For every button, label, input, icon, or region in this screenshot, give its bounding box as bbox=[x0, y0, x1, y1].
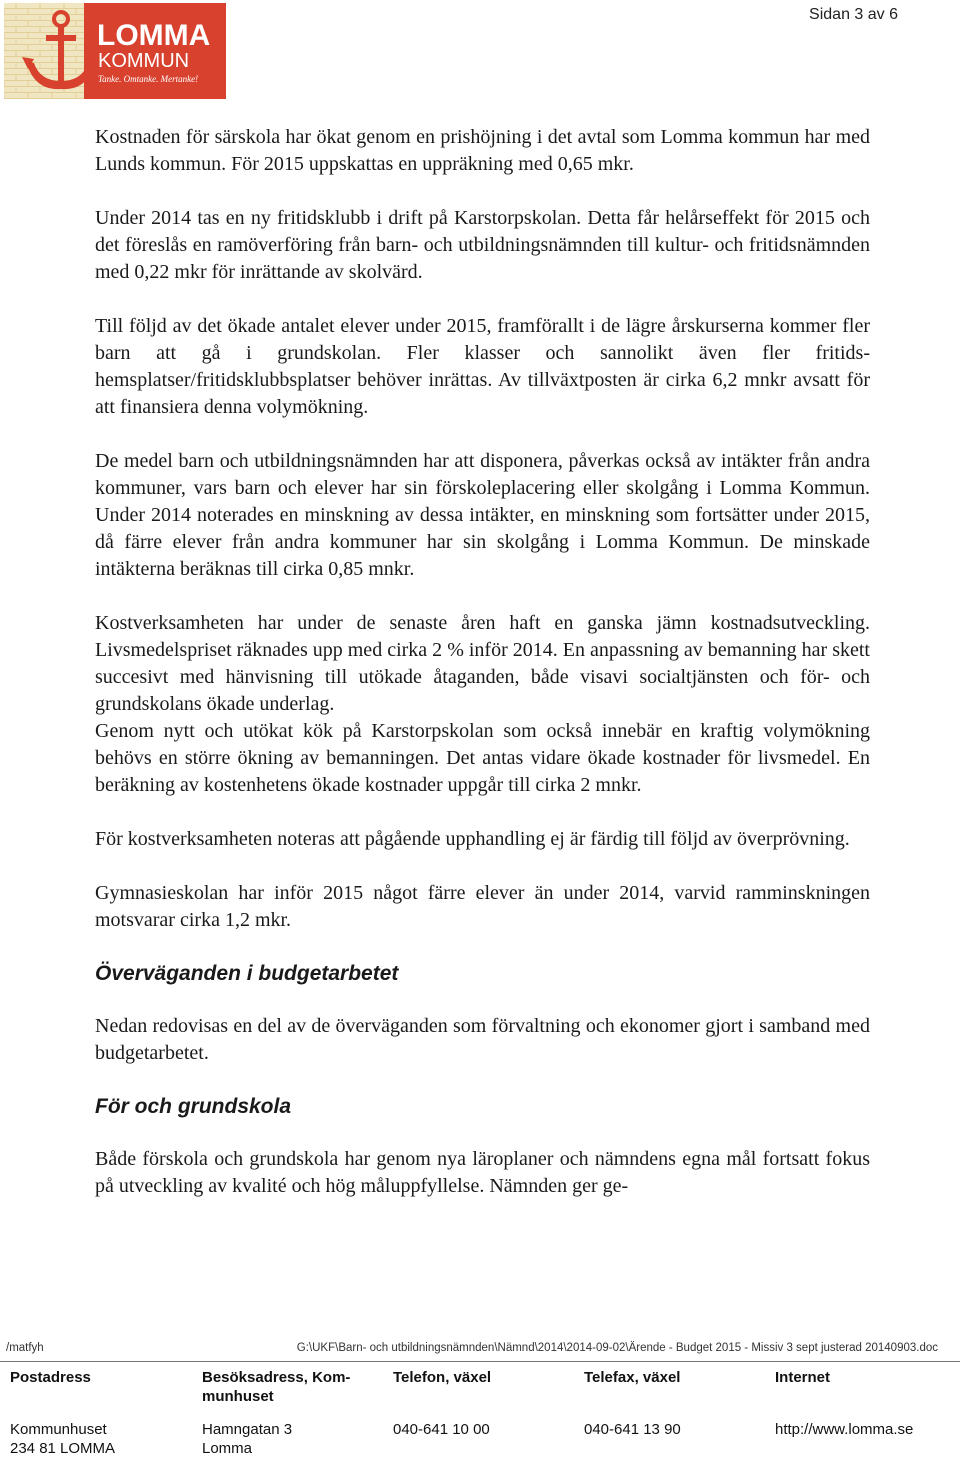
lomma-kommun-logo bbox=[4, 3, 226, 99]
besoksadress-label-1: Besöksadress, Kom- bbox=[202, 1369, 351, 1386]
logo-name-text: LOMMA bbox=[97, 19, 211, 52]
footer-internet bbox=[775, 1368, 914, 1438]
internet-link[interactable]: http://www.lomma.se bbox=[775, 1421, 914, 1438]
paragraph: Nedan redovisas en del av de överväganden som förvaltning och ekonomer gjort i samband med budgetarbetet. bbox=[95, 1015, 870, 1064]
postadress-line1: Kommunhuset bbox=[10, 1421, 107, 1438]
paragraph: Under 2014 tas en ny fritidsklubb i drift på Karstorpskolan. Detta får helårseffekt för 2015 och det föreslås en ramöverföring från barn- och utbildningsnämnden till kultur- och fritidsnämnden med 0,22 mkr för inrättande av skolvärd. bbox=[95, 207, 870, 283]
postadress-label: Postadress bbox=[10, 1369, 91, 1386]
logo-sub-text: KOMMUN bbox=[98, 50, 190, 72]
postadress-value bbox=[10, 1420, 115, 1458]
footer-path-text: G:\UKF\Barn- och utbildningsnämnden\Nämnd\2014\2014-09-02\Ärende - Budget 2015 - Missiv 3 sept justerad 20140903.doc bbox=[296, 1342, 938, 1354]
page-number: Sidan 3 av 6 bbox=[809, 6, 898, 23]
logo-tagline-text: Tanke. Omtanke. Mertanke! bbox=[98, 74, 199, 84]
paragraph: Kostverksamheten har under de senaste åren haft en ganska jämn kostnadsutveckling. Livsmedelspriset räknades upp med cirka 2 % inför 2014. En anpassning av bemanning har skett succesivt med hänvisning till utökade åtaganden, både visavi socialtjänsten och för- och grundskolans ökade underlag. bbox=[95, 612, 870, 715]
paragraph: Till följd av det ökade antalet elever under 2015, framförallt i de lägre årskurserna kommer fler barn att gå i grundskolan. Fler klasser och sannolikt även fler fritidshemsplatser/fritidsklubbsplatser behöver inrättas. Av tillväxtposten är cirka 6,2 mnkr avsatt för att finansiera denna volymökning. bbox=[95, 315, 870, 418]
paragraph: För kostverksamheten noteras att pågående upphandling ej är färdig till följd av överprövning. bbox=[95, 828, 850, 850]
footer-telefax bbox=[584, 1368, 681, 1438]
section-heading: Överväganden i budgetarbetet bbox=[95, 962, 399, 985]
footer-initials: /matfyh bbox=[6, 1342, 44, 1354]
telefon-value: 040-641 10 00 bbox=[393, 1421, 490, 1438]
paragraph: Kostnaden för särskola har ökat genom en prishöjning i det avtal som Lomma kommun har med Lunds kommun. För 2015 uppskattas en uppräkning med 0,65 mkr. bbox=[95, 126, 870, 175]
postadress-line2: 234 81 LOMMA bbox=[10, 1440, 116, 1457]
paragraph: Gymnasieskolan har inför 2015 något färre elever än under 2014, varvid ramminskningen motsvarar cirka 1,2 mkr. bbox=[95, 882, 870, 931]
document-body bbox=[95, 124, 870, 1227]
besoksadress-label-2: munhuset bbox=[202, 1388, 274, 1405]
besoksadress-value bbox=[202, 1420, 292, 1458]
telefax-value: 040-641 13 90 bbox=[584, 1421, 681, 1438]
footer-file-path bbox=[6, 1342, 950, 1354]
paragraph: Både förskola och grundskola har genom nya läroplaner och nämndens egna mål fortsatt fokus på utveckling av kvalité och hög måluppfyllelse. Nämnden ger ge- bbox=[95, 1148, 870, 1197]
section-heading: För och grundskola bbox=[95, 1095, 292, 1118]
footer-divider bbox=[0, 1361, 960, 1362]
footer-postadress bbox=[10, 1368, 116, 1457]
besoksadress-line2: Lomma bbox=[202, 1440, 253, 1457]
internet-label: Internet bbox=[775, 1369, 831, 1386]
besoksadress-line1: Hamngatan 3 bbox=[202, 1421, 293, 1438]
logo-graphic bbox=[4, 3, 226, 99]
telefax-label: Telefax, växel bbox=[584, 1369, 681, 1386]
footer-telefon bbox=[393, 1368, 492, 1438]
paragraph: Genom nytt och utökat kök på Karstorpskolan som också innebär en kraftig volymökning behövs en större ökning av bemanningen. Det antas vidare ökade kostnader för livsmedel. En beräkning av kostenhetens ökade kostnader uppgår till cirka 2 mnkr. bbox=[95, 720, 870, 796]
footer-besoksadress bbox=[202, 1368, 351, 1457]
paragraph: De medel barn och utbildningsnämnden har att disponera, påverkas också av intäkter från andra kommuner, vars barn och elever har sin förskoleplacering eller skolgång i Lomma Kommun. Under 2014 noterades en minskning av dessa intäkter, en minskning som fortsätter under 2015, då färre elever från andra kommuner har sin skolgång i Lomma Kommun. De minskade intäkterna beräknas till cirka 0,85 mnkr. bbox=[95, 450, 870, 580]
telefon-label: Telefon, växel bbox=[393, 1369, 492, 1386]
